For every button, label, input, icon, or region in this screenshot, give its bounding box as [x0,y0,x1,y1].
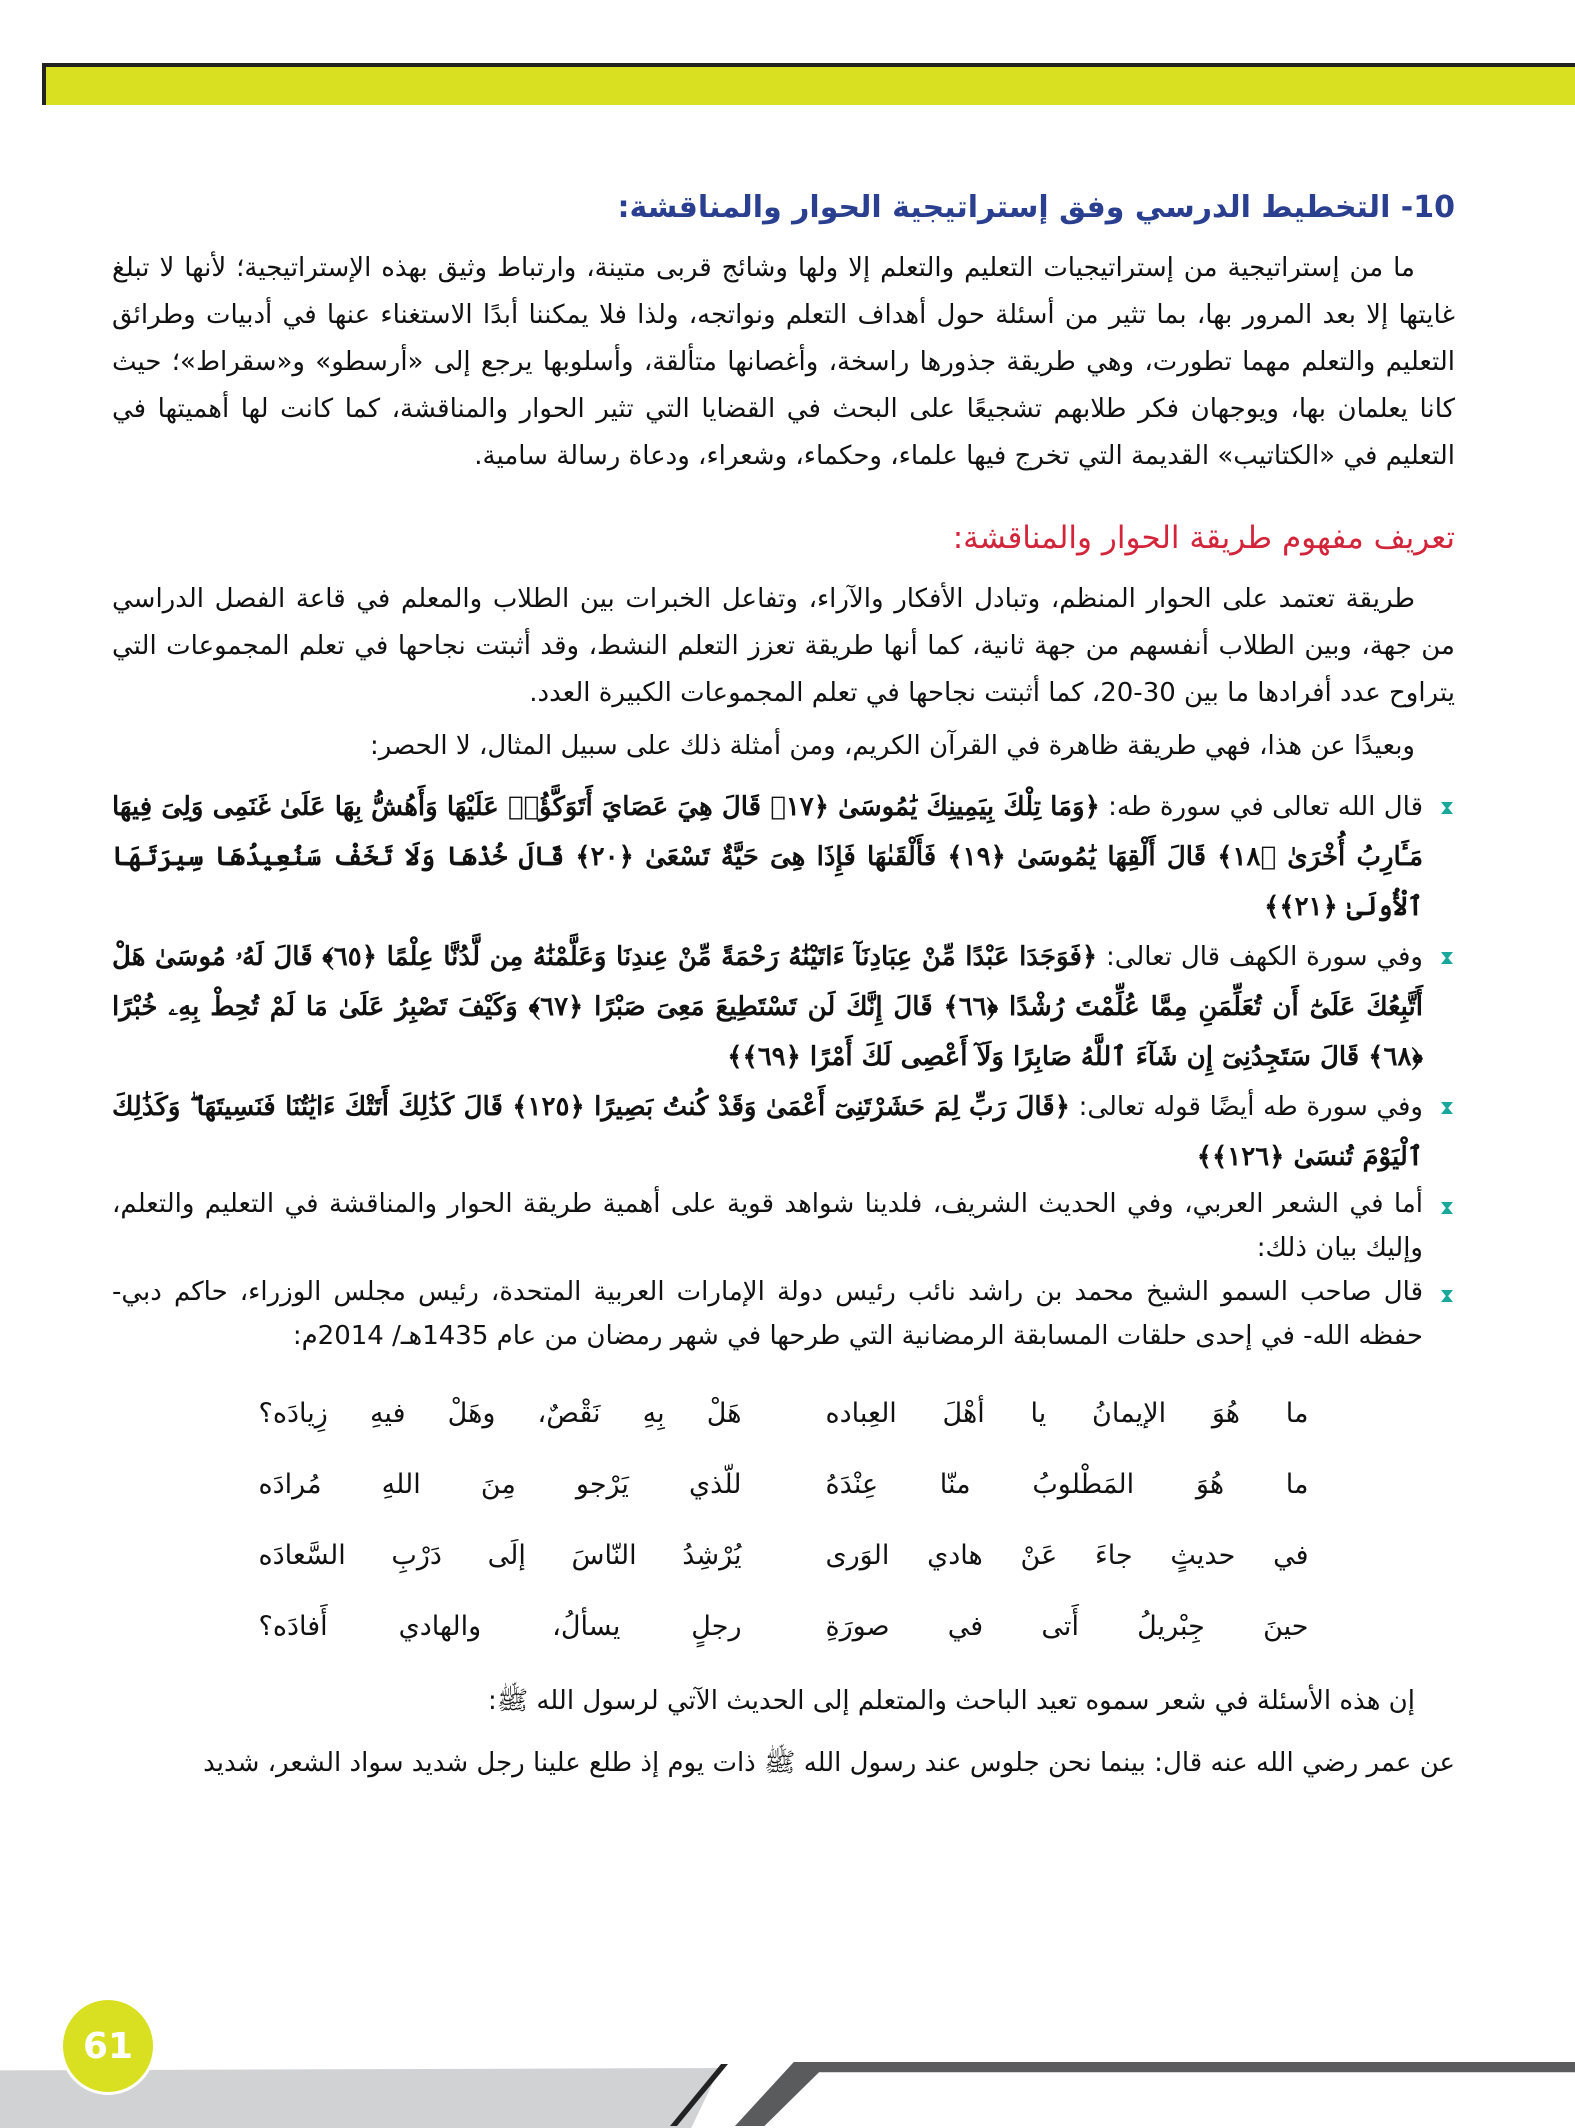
page-content [112,0,1455,1792]
bullet-lead: قال صاحب السمو الشيخ محمد بن راشد نائب رئيس دولة الإمارات العربية المتحدة، رئيس مجلس الوزراء، حاكم دبي- حفظه الله- في إحدى حلقات المسابقة الرمضانية التي طرحها في شهر رمضان من عام 1435هـ/ 2014م: [112,1277,1423,1351]
bullet-lead: وفي سورة الكهف قال تعالى: [1097,942,1423,972]
bullet-list [112,782,1455,1358]
quran-verse: ﴿وَمَا تِلْكَ بِيَمِينِكَ يَٰمُوسَىٰ ﴿١٧﴾ قَالَ هِيَ عَصَايَ أَتَوَكَّؤُا۟ عَلَيْهَا وَأَهُشُّ بِهَا عَلَىٰ غَنَمِى وَلِىَ فِيهَا مَـَٔارِبُ أُخْرَىٰ ﴿١٨﴾ قَالَ أَلْقِهَا يَٰمُوسَىٰ ﴿١٩﴾ فَأَلْقَىٰهَا فَإِذَا هِىَ حَيَّةٌ تَسْعَىٰ ﴿٢٠﴾ قَالَ خُذْهَا وَلَا تَخَفْ سَنُعِيدُهَا سِيرَتَهَا ٱلْأُولَىٰ ﴿٢١﴾﴾ [112,792,1424,922]
poem-verse [259,1520,1309,1591]
poem-verse [259,1449,1309,1520]
poem-second-half: يُرْشِدُ النّاسَ إلَى دَرْبِ السَّعادَه [258,1540,742,1571]
poem-second-half: للّذي يَرْجو مِنَ اللهِ مُرادَه [258,1469,742,1500]
poem-verse [259,1591,1309,1662]
list-item [112,782,1455,932]
intro-paragraph: ما من إستراتيجية من إستراتيجيات التعليم والتعلم إلا ولها وشائج قربى متينة، وارتباط وثيق بهذه الإستراتيجية؛ لأنها لا تبلغ غايتها إلا بعد المرور بها، بما تثير من أسئلة حول أهداف التعلم ونواتجه، ولذا فلا يمكننا أبدًا الاستغناء عنها في أدبيات وطرائق التعليم والتعلم مهما تطورت، وهي طريقة جذورها راسخة، وأغصانها متألقة، وأسلوبها يرجع إلى «أرسطو» و«سقراط»؛ حيث كانا يعلمان بها، ويوجهان فكر طلابهم تشجيعًا على البحث في القضايا التي تثير الحوار والمناقشة، كما كانت لها أهميتها في التعليم في «الكتاتيب» القديمة التي تخرج فيها علماء، وحكماء، وشعراء، ودعاة رسالة سامية. [112,253,1455,471]
list-item [112,1270,1455,1358]
list-item [112,1182,1455,1270]
bullet-lead: أما في الشعر العربي، وفي الحديث الشريف، فلدينا شواهد قوية على أهمية طريقة الحوار والمناقشة في التعليم والتعلم، وإليك بيان ذلك: [112,1189,1423,1263]
poem [259,1378,1309,1662]
poem-first-half: حينَ جِبْريلُ أَتى في صورَةِ [825,1611,1309,1642]
poem-first-half: في حديثٍ جاءَ عَنْ هادي الوَرى [825,1540,1309,1571]
quran-intro: وبعيدًا عن هذا، فهي طريقة ظاهرة في القرآن الكريم، ومن أمثلة ذلك على سبيل المثال، لا الحصر: [370,731,1415,761]
hadith-text: عن عمر رضي الله عنه قال: بينما نحن جلوس عند رسول الله ﷺ ذات يوم إذ طلع علينا رجل شديد سواد الشعر، شديد [203,1748,1455,1778]
poem-first-half: ما هُوَ المَطْلوبُ منّا عِنْدَهُ [825,1469,1309,1500]
footer-dark-band [735,2062,1575,2126]
quran-verse: ﴿قَالَ رَبِّ لِمَ حَشَرْتَنِىٓ أَعْمَىٰ وَقَدْ كُنتُ بَصِيرًا ﴿١٢٥﴾ قَالَ كَذَٰلِكَ أَتَتْكَ ءَايَٰتُنَا فَنَسِيتَهَا ۖ وَكَذَٰلِكَ ٱلْيَوْمَ تُنسَىٰ ﴿١٢٦﴾﴾ [112,1092,1423,1172]
poem-first-half: ما هُوَ الإيمانُ يا أهْلَ العِباده [825,1398,1309,1429]
after-poem-text: إن هذه الأسئلة في شعر سموه تعيد الباحث والمتعلم إلى الحديث الآتي لرسول الله ﷺ: [487,1686,1415,1716]
list-item [112,1082,1455,1182]
section-heading: 10- التخطيط الدرسي وفق إستراتيجية الحوار والمناقشة: [617,190,1455,225]
page-number: 61 [60,1997,156,2095]
poem-second-half: رجلٍ يسألُ، والهادي أَفادَه؟ [258,1611,742,1642]
definition-paragraph: طريقة تعتمد على الحوار المنظم، وتبادل الأفكار والآراء، وتفاعل الخبرات بين الطلاب والمعلم في قاعة الفصل الدراسي من جهة، وبين الطلاب أنفسهم من جهة ثانية، كما أنها طريقة تعزز التعلم النشط، وقد أثبتت نجاحها في تعلم المجموعات التي يتراوح عدد أفرادها ما بين 30-20، كما أثبتت نجاحها في تعلم المجموعات الكبيرة العدد. [112,584,1455,708]
quran-verse: ﴿فَوَجَدَا عَبْدًا مِّنْ عِبَادِنَآ ءَاتَيْنَٰهُ رَحْمَةً مِّنْ عِندِنَا وَعَلَّمْنَٰهُ مِن لَّدُنَّا عِلْمًا ﴿٦٥﴾ قَالَ لَهُۥ مُوسَىٰ هَلْ أَتَّبِعُكَ عَلَىٰٓ أَن تُعَلِّمَنِ مِمَّا عُلِّمْتَ رُشْدًا ﴿٦٦﴾ قَالَ إِنَّكَ لَن تَسْتَطِيعَ مَعِىَ صَبْرًا ﴿٦٧﴾ وَكَيْفَ تَصْبِرُ عَلَىٰ مَا لَمْ تُحِطْ بِهِۦ خُبْرًا ﴿٦٨﴾ قَالَ سَتَجِدُنِىٓ إِن شَآءَ ٱللَّهُ صَابِرًا وَلَآ أَعْصِى لَكَ أَمْرًا ﴿٦٩﴾﴾ [112,942,1423,1072]
poem-verse [259,1378,1309,1449]
bullet-lead: وفي سورة طه أيضًا قوله تعالى: [1069,1092,1423,1122]
bullet-lead: قال الله تعالى في سورة طه: [1099,792,1423,822]
list-item [112,932,1455,1082]
definition-heading: تعريف مفهوم طريقة الحوار والمناقشة: [952,520,1455,556]
poem-second-half: هَلْ بِهِ نَقْصٌ، وهَلْ فيهِ زِيادَه؟ [258,1398,742,1429]
